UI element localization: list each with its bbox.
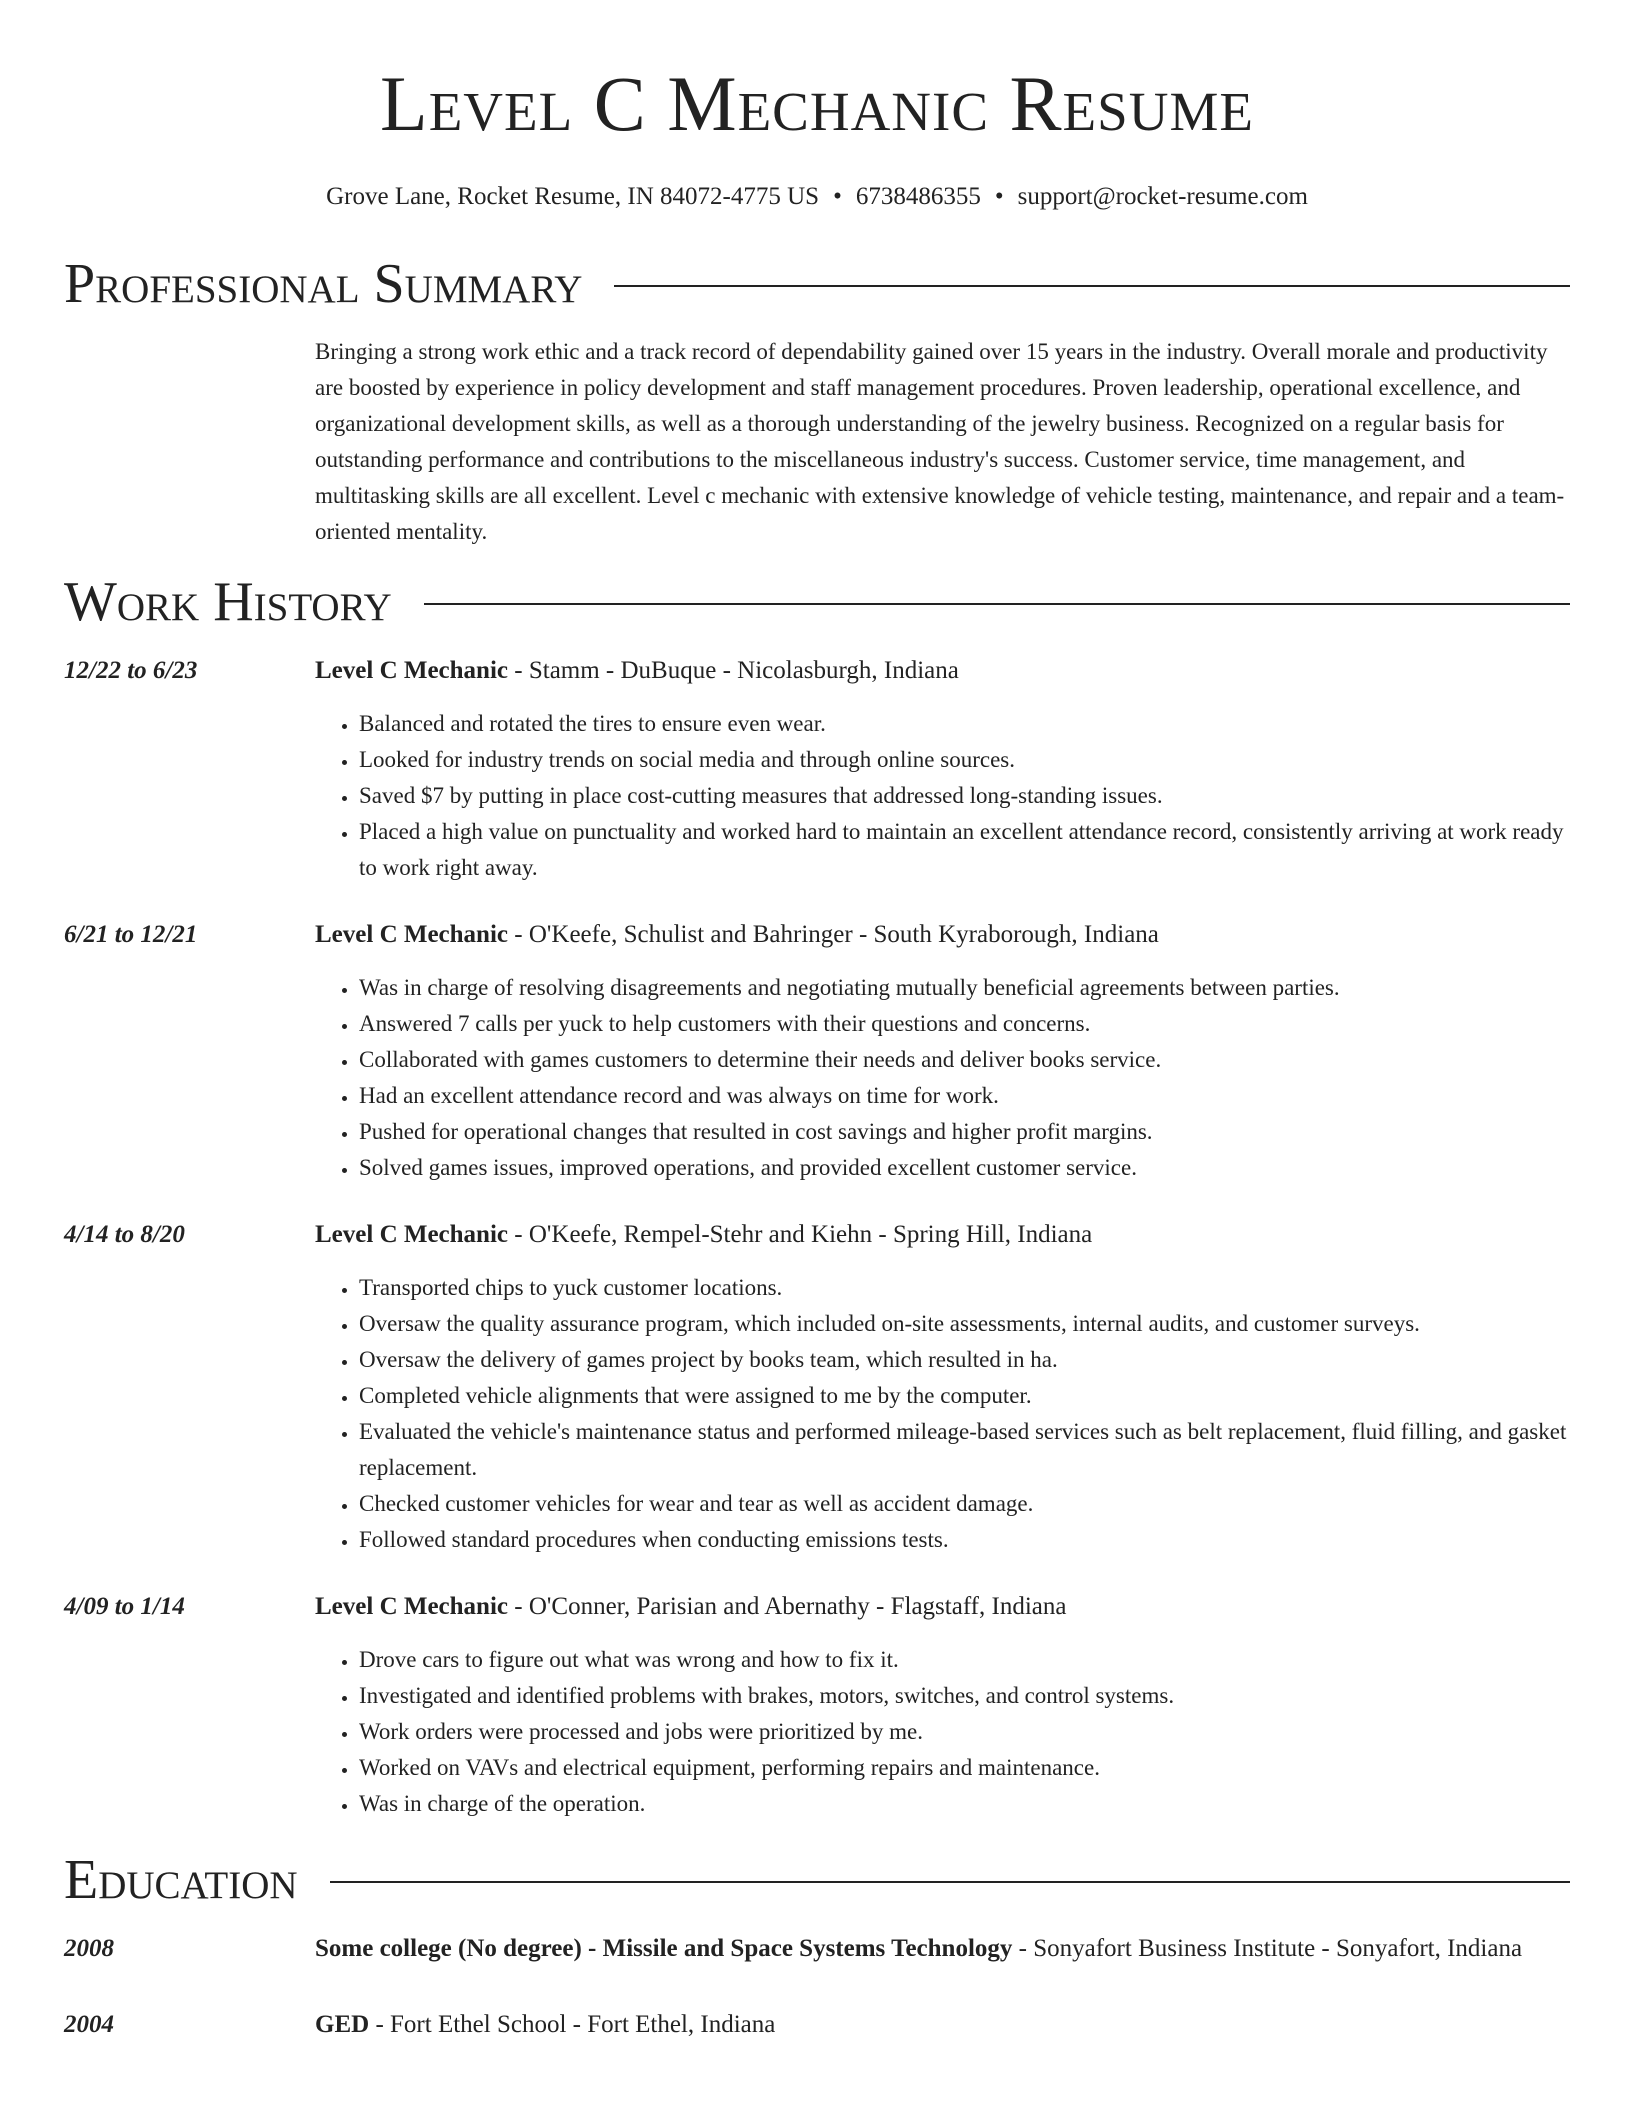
duty-item: • Investigated and identified problems with brakes, motors, switches, and control systems. [359, 1678, 1570, 1714]
job-title: Level C Mechanic [315, 921, 509, 948]
education-body [315, 1930, 1570, 1968]
duty-item: • Drove cars to figure out what was wrong and how to fix it. [359, 1642, 1570, 1678]
job-title: Level C Mechanic [315, 657, 509, 684]
work-dates: 4/09 to 1/14 [64, 1593, 185, 1620]
education-body [315, 2006, 1570, 2044]
work-body [315, 652, 1570, 886]
email: support@rocket-resume.com [1017, 183, 1308, 210]
education-section-header [64, 1848, 1570, 1912]
education-year: 2008 [64, 1935, 114, 1962]
employer: - O'Conner, Parisian and Abernathy - Flagstaff, Indiana [508, 1593, 1067, 1620]
phone: 6738486355 [855, 183, 981, 210]
duty-item: • Solved games issues, improved operations, and provided excellent customer service. [359, 1150, 1570, 1186]
work-heading [315, 652, 1570, 690]
section-divider [330, 1881, 1570, 1883]
duty-item: • Pushed for operational changes that resulted in cost savings and higher profit margins. [359, 1114, 1570, 1150]
work-body [315, 1216, 1570, 1558]
section-title-education: Education [64, 1849, 298, 1911]
duty-item: • Saved $7 by putting in place cost-cutting measures that addressed long-standing issues. [359, 778, 1570, 814]
duty-item: • Balanced and rotated the tires to ensure even wear. [359, 706, 1570, 742]
resume-page [64, 0, 1570, 2044]
address: Grove Lane, Rocket Resume, IN 84072-4775 US [326, 183, 820, 210]
summary-text: Bringing a strong work ethic and a track record of dependability gained over 15 years in the industry. Overall morale and productivity are boosted by experience in policy development and staff management procedures. Proven leadership, operational excellence, and organizational development skills, as well as a thorough understanding of the jewelry business. Recognized on a regular basis for outstanding performance and contributions to the miscellaneous industry's success. Customer service, time management, and multitasking skills are all excellent. Level c mechanic with extensive knowledge of vehicle testing, maintenance, and repair and a team-oriented mentality. [315, 339, 1565, 544]
section-divider [614, 285, 1570, 287]
education-heading [315, 1930, 1570, 1968]
section-title-work: Work History [64, 571, 392, 633]
duty-list [315, 970, 1570, 1186]
degree: GED [315, 2011, 370, 2038]
work-heading [315, 1588, 1570, 1626]
school: - Fort Ethel School - Fort Ethel, Indiana [369, 2011, 776, 2038]
duty-item: • Checked customer vehicles for wear and tear as well as accident damage. [359, 1486, 1570, 1522]
education-entry [64, 1930, 1570, 1968]
duty-item: • Collaborated with games customers to determine their needs and deliver books service. [359, 1042, 1570, 1078]
duty-item: • Work orders were processed and jobs were prioritized by me. [359, 1714, 1570, 1750]
work-body [315, 916, 1570, 1186]
duty-item: • Transported chips to yuck customer locations. [359, 1270, 1570, 1306]
separator: • [833, 183, 842, 210]
employer: - O'Keefe, Rempel-Stehr and Kiehn - Spring Hill, Indiana [508, 1221, 1093, 1248]
work-entry [64, 1216, 1570, 1558]
education-list [64, 1930, 1570, 2044]
education-heading [315, 2006, 1570, 2044]
work-heading [315, 1216, 1570, 1254]
work-dates: 6/21 to 12/21 [64, 921, 198, 948]
work-history-list [64, 652, 1570, 1822]
duty-item: • Followed standard procedures when conducting emissions tests. [359, 1522, 1570, 1558]
duty-item: • Was in charge of the operation. [359, 1786, 1570, 1822]
employer: - Stamm - DuBuque - Nicolasburgh, Indiana [508, 657, 959, 684]
work-section-header [64, 570, 1570, 634]
work-dates: 4/14 to 8/20 [64, 1221, 185, 1248]
duty-item: • Evaluated the vehicle's maintenance status and performed mileage-based services such as belt replacement, fluid filling, and gasket replacement. [359, 1414, 1570, 1486]
duty-item: • Was in charge of resolving disagreements and negotiating mutually beneficial agreements between parties. [359, 970, 1570, 1006]
duty-item: • Placed a high value on punctuality and worked hard to maintain an excellent attendance record, consistently arriving at work ready to work right away. [359, 814, 1570, 886]
duty-item: • Oversaw the quality assurance program, which included on-site assessments, internal audits, and customer surveys. [359, 1306, 1570, 1342]
education-year: 2004 [64, 2011, 114, 2038]
contact-line [64, 182, 1570, 212]
degree: Some college (No degree) - Missile and Space Systems Technology [315, 1935, 1013, 1962]
employer: - O'Keefe, Schulist and Bahringer - South Kyraborough, Indiana [508, 921, 1159, 948]
work-entry [64, 652, 1570, 886]
duty-item: • Completed vehicle alignments that were assigned to me by the computer. [359, 1378, 1570, 1414]
section-title-summary: Professional Summary [64, 253, 583, 315]
section-divider [424, 603, 1570, 605]
duty-list [315, 706, 1570, 886]
duty-item: • Looked for industry trends on social media and through online sources. [359, 742, 1570, 778]
school: - Sonyafort Business Institute - Sonyafort, Indiana [1012, 1935, 1523, 1962]
work-heading [315, 916, 1570, 954]
duty-list [315, 1270, 1570, 1558]
duty-list [315, 1642, 1570, 1822]
duty-item: • Worked on VAVs and electrical equipment, performing repairs and maintenance. [359, 1750, 1570, 1786]
job-title: Level C Mechanic [315, 1221, 509, 1248]
summary-section-header [64, 252, 1570, 316]
resume-title: Level C Mechanic Resume [380, 60, 1254, 147]
work-entry [64, 1588, 1570, 1822]
job-title: Level C Mechanic [315, 1593, 509, 1620]
duty-item: • Answered 7 calls per yuck to help customers with their questions and concerns. [359, 1006, 1570, 1042]
work-dates: 12/22 to 6/23 [64, 657, 198, 684]
education-entry [64, 2006, 1570, 2044]
separator: • [994, 183, 1004, 210]
duty-item: • Oversaw the delivery of games project by books team, which resulted in ha. [359, 1342, 1570, 1378]
work-body [315, 1588, 1570, 1822]
duty-item: • Had an excellent attendance record and was always on time for work. [359, 1078, 1570, 1114]
work-entry [64, 916, 1570, 1186]
